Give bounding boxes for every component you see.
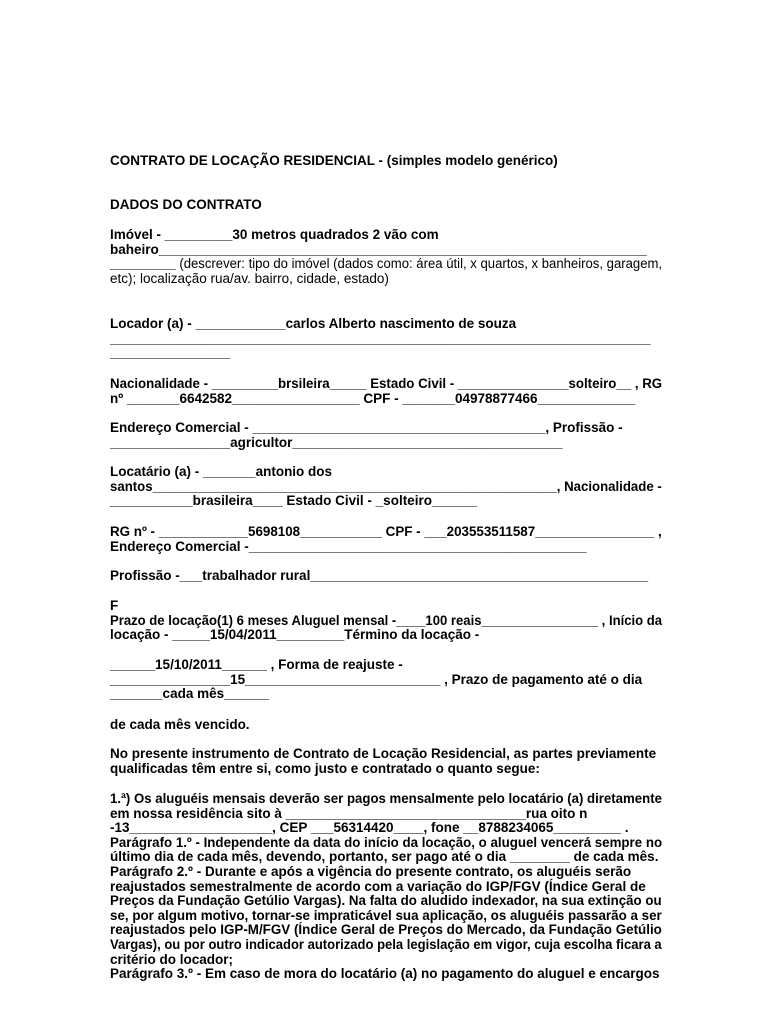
rg-line: RG nº - ____________5698108___________ CPF - ___203553511587________________ , (110, 524, 662, 539)
document-title (110, 154, 660, 169)
clausula-line: -13___________________, CEP ___56314420____, fone __8788234065_________ . (110, 820, 629, 836)
title-text: CONTRATO DE LOCAÇÃO RESIDENCIAL (110, 153, 375, 168)
rg-block (110, 525, 660, 554)
reajuste-line: _______cada mês______ (110, 686, 270, 702)
locador-block (110, 317, 660, 361)
paragraph-1-label: Parágrafo 1.º (110, 834, 192, 850)
rg-line: Endereço Comercial -_____________________________________________ (110, 538, 587, 554)
imovel-hint: (descrever: tipo do imóvel (dados como: área útil, x quartos, x banheiros, garagem, (175, 256, 663, 272)
paragraph-2-line: se, por algum motivo, tornar-se impraticável sua aplicação, os aluguéis passarão a ser (110, 907, 662, 923)
nacionalidade-line: nº _______6642582_________________ CPF - _______04978877466_____________ (110, 390, 636, 406)
locatario-line: ___________brasileira____ Estado Civil - _solteiro______ (110, 493, 477, 509)
section-heading-text: DADOS DO CONTRATO (110, 197, 262, 212)
imovel-line: etc); localização rua/av. bairro, cidade, estado) (110, 270, 389, 286)
locador-line: ________________ (110, 345, 231, 361)
locador-line: ________________________________________________________________________ (110, 330, 651, 346)
locatario-line: santos_______________________________________________________, Nacionalidade - (110, 478, 662, 494)
imovel-line: baheiro_________________________________________________________________ (110, 241, 647, 257)
paragraph-2-label: Parágrafo 2.º (110, 863, 193, 879)
prazo-line: locação - _____15/04/2011_________Término da locação - (110, 627, 480, 643)
locatario-block (110, 465, 660, 509)
paragraph-2-line: Vargas), ou por outro indicador autorizado pela legislação em vigor, cuja escolha ficara a (110, 936, 662, 952)
paragraph-1-line: último dia de cada mês, devendo, portanto, ser pago até o dia ________ de cada mês. (110, 849, 659, 865)
imovel-block (110, 227, 663, 286)
paragraph-2-line: reajustados pelo IGP-M/FGV (Índice Geral de Preços do Mercado, da Fundação Getúlio (110, 922, 662, 938)
paragraph-2-line: critério do locador; (110, 951, 234, 967)
imovel-line (110, 256, 663, 272)
reajuste-block (110, 658, 660, 702)
endereco-block (110, 421, 660, 450)
imovel-line: Imóvel - _________30 metros quadrados 2 vão com (110, 227, 439, 242)
f-mark: F (110, 598, 119, 613)
nacionalidade-block (110, 376, 663, 406)
paragraph-3-text: - Em caso de mora do locatário (a) no pagamento do aluguel e encargos (192, 966, 660, 982)
paragraph-2 (110, 865, 660, 880)
clausula-line: 1.ª) Os aluguéis mensais deverão ser pagos mensalmente pelo locatário (a) diretamente (110, 791, 662, 806)
endereco-line: Endereço Comercial - _______________________________________, Profissão - (110, 420, 623, 435)
reajuste-line: ________________15__________________________ , Prazo de pagamento até o dia (110, 671, 643, 687)
section-heading (110, 198, 660, 213)
locatario-line: Locatário (a) - _______antonio dos (110, 464, 333, 479)
locador-line: Locador (a) - ____________carlos Alberto nascimento de souza (110, 316, 517, 331)
endereco-line: ________________agricultor____________________________________ (110, 434, 563, 450)
prazo-block (110, 598, 663, 643)
reajuste-line: ______15/10/2011______ , Forma de reajuste - (110, 657, 403, 672)
paragraph-3 (110, 967, 660, 982)
paragraph-2-line: Preços da Fundação Getúlio Vargas). Na falta do aludido indexador, na sua extinção ou (110, 893, 662, 909)
clausula-block (110, 791, 663, 982)
imovel-blank: _________ (110, 256, 176, 272)
presente-block (110, 747, 660, 776)
vencido-block (110, 718, 660, 733)
paragraph-1 (110, 834, 663, 851)
prazo-line: Prazo de locação(1) 6 meses Aluguel mensal -____100 reais________________ , Início da (110, 612, 663, 628)
vencido-line: de cada mês vencido. (110, 717, 250, 732)
profissao-block (110, 569, 660, 584)
paragraph-1-text: - Independente da data do início da locação, o aluguel vencerá sempre no (191, 834, 663, 850)
profissao-line: Profissão -___trabalhador rural_____________________________________________ (110, 568, 649, 583)
presente-line: No presente instrumento de Contrato de Locação Residencial, as partes previamente (110, 746, 657, 761)
nacionalidade-line: Nacionalidade - _________brsileira_____ Estado Civil - _______________solteiro__ , RG (110, 376, 663, 391)
subtitle-text: - (simples modelo genérico) (374, 153, 558, 168)
paragraph-2-text: - Durante e após a vigência do presente contrato, os aluguéis serão (192, 863, 632, 879)
paragraph-3-label: Parágrafo 3.º (110, 966, 193, 982)
paragraph-2-line: reajustados semestralmente de acordo com a variação do IGP/FGV (Índice Geral de (110, 878, 646, 894)
clausula-line: em nossa residência sito à ________________________________rua oito n (110, 805, 588, 821)
presente-line: qualificadas têm entre si, como justo e contratado o quanto segue: (110, 760, 540, 776)
